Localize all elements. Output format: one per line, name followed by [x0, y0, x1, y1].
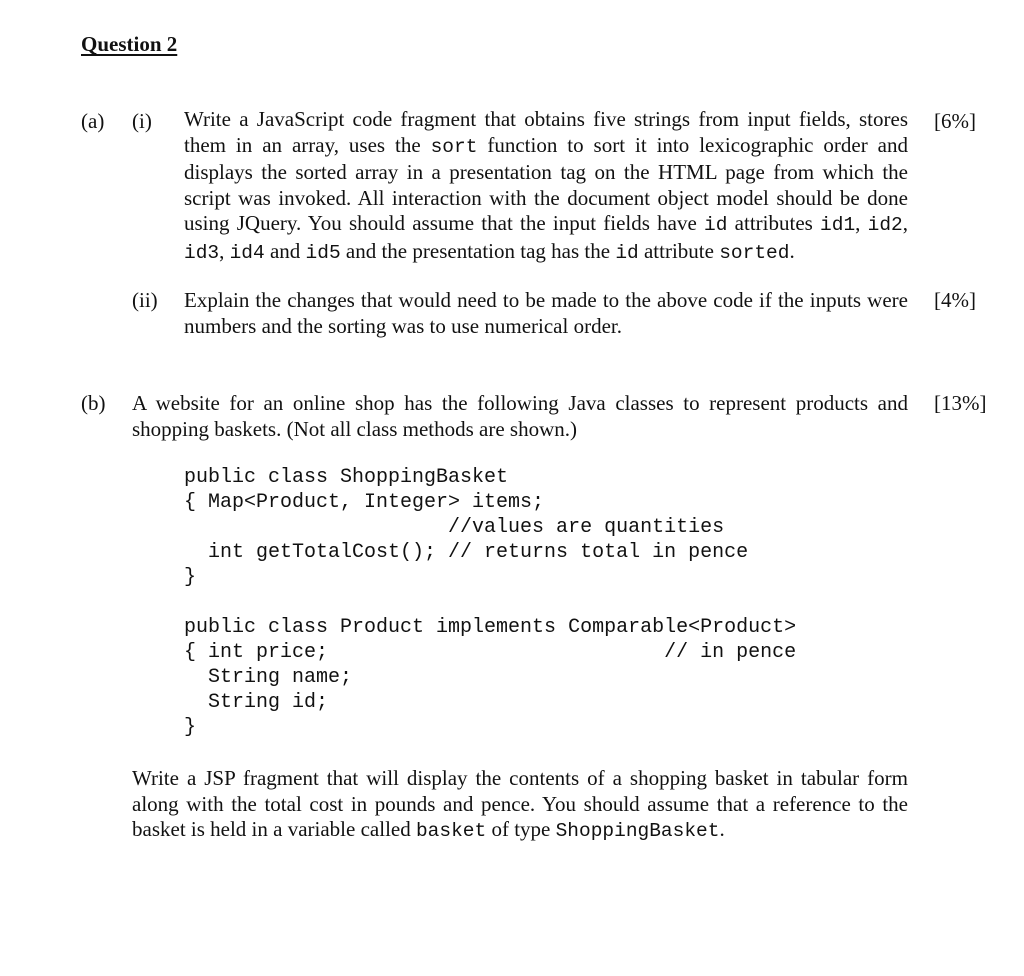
text-segment: Write a JSP fragment that will display the contents of a shopping basket in tabular form along with the total cost in pounds and pence. You should assume that a reference to the basket is held in a variable called — [132, 766, 908, 841]
inline-code-id4: id4 — [229, 241, 265, 264]
inline-code-id5: id5 — [305, 241, 341, 264]
code-line: String id; — [184, 691, 329, 714]
part-a-ii-text: Explain the changes that would need to be made to the above code if the inputs were numbers and the sorting was to use numerical order. — [184, 288, 908, 338]
code-line: int getTotalCost(); // returns total in pence — [184, 541, 749, 564]
inline-code-id2: id2 — [867, 214, 903, 236]
code-block-product — [184, 615, 904, 745]
text-segment: , — [902, 211, 908, 235]
code-line: public class Product implements Comparable<Product> — [184, 616, 797, 639]
code-block-shopping-basket — [184, 465, 904, 595]
text-segment: of type — [486, 817, 556, 841]
part-b-label: (b) — [81, 391, 106, 415]
text-segment: . — [719, 817, 725, 841]
part-b-task — [132, 766, 908, 845]
code-line: } — [184, 716, 197, 739]
code-line: String name; — [184, 666, 353, 689]
part-a-ii-marks: [4%] — [934, 288, 976, 312]
code-line: { Map<Product, Integer> items; — [184, 491, 545, 514]
text-segment: Write a JavaScript code fragment that obtains five strings from input fields, stores them in an array, uses the — [184, 107, 908, 157]
code-line: public class ShoppingBasket — [184, 466, 509, 489]
part-b-intro: A website for an online shop has the following Java classes to represent products and shopping baskets. (Not all class methods are shown.) — [132, 391, 908, 441]
text-segment: attributes — [727, 211, 821, 235]
part-a-i-label: (i) — [132, 109, 152, 133]
inline-code-shoppingbasket: ShoppingBasket — [555, 820, 720, 842]
part-a-i-text — [184, 107, 908, 266]
part-b-marks: [13%] — [934, 391, 987, 415]
text-segment: , — [219, 238, 230, 263]
inline-code-id: id — [704, 214, 728, 236]
code-line: { int price; // in pence — [184, 641, 797, 664]
question-title: Question 2 — [81, 32, 178, 56]
inline-code-sort: sort — [430, 135, 478, 158]
text-segment: function to sort it into lexicographic order and displays the sorted array in a presentation tag on the HTML page from which the script was invoked. All interaction with the document object model should be done using JQuery. You should assume that the input fields have — [184, 132, 908, 235]
text-segment: , — [855, 211, 868, 235]
inline-code-basket: basket — [415, 820, 487, 842]
code-line: //values are quantities — [184, 516, 725, 539]
text-segment: and the presentation tag has the — [340, 238, 616, 263]
part-a-ii-label: (ii) — [132, 288, 158, 312]
inline-code-id3: id3 — [184, 241, 220, 264]
inline-code-id1: id1 — [820, 214, 856, 236]
code-line: } — [184, 566, 197, 589]
text-segment: attribute — [638, 238, 720, 263]
text-segment: and — [264, 238, 306, 263]
inline-code-id: id — [615, 241, 639, 264]
inline-code-sorted: sorted — [719, 241, 790, 264]
part-a-i-marks: [6%] — [934, 109, 976, 133]
part-a-label: (a) — [81, 109, 105, 133]
text-segment: . — [789, 238, 795, 263]
